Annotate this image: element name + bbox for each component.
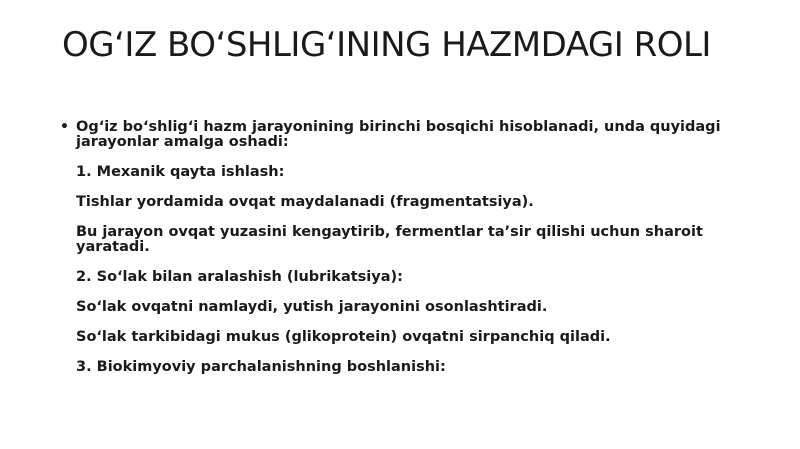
bullet-dot-icon: • <box>60 119 69 135</box>
paragraph-mucus: So‘lak tarkibidagi mukus (glikoprotein) ovqatni sirpanchiq qiladi. <box>76 329 611 345</box>
slide-title: OG‘IZ BO‘SHLIG‘INING HAZMDAGI ROLI <box>62 25 711 65</box>
paragraph-moisten: So‘lak ovqatni namlaydi, yutish jarayonini osonlashtiradi. <box>76 299 548 315</box>
paragraph-surface: Bu jarayon ovqat yuzasini kengaytirib, fermentlar ta’sir qilishi uchun sharoit yaratadi. <box>76 224 703 255</box>
section-heading-mechanical: 1. Mexanik qayta ishlash: <box>76 164 285 180</box>
section-heading-saliva: 2. So‘lak bilan aralashish (lubrikatsiya): <box>76 269 403 285</box>
section-heading-biochemical: 3. Biokimyoviy parchalanishning boshlanishi: <box>76 359 446 375</box>
bullet-intro-text: Og‘iz bo‘shlig‘i hazm jarayonining birinchi bosqichi hisoblanadi, unda quyidagi jarayonlar amalga oshadi: <box>76 119 721 150</box>
bullet-item <box>60 120 760 150</box>
slide-content <box>60 120 760 375</box>
paragraph-teeth: Tishlar yordamida ovqat maydalanadi (fragmentatsiya). <box>76 194 534 210</box>
